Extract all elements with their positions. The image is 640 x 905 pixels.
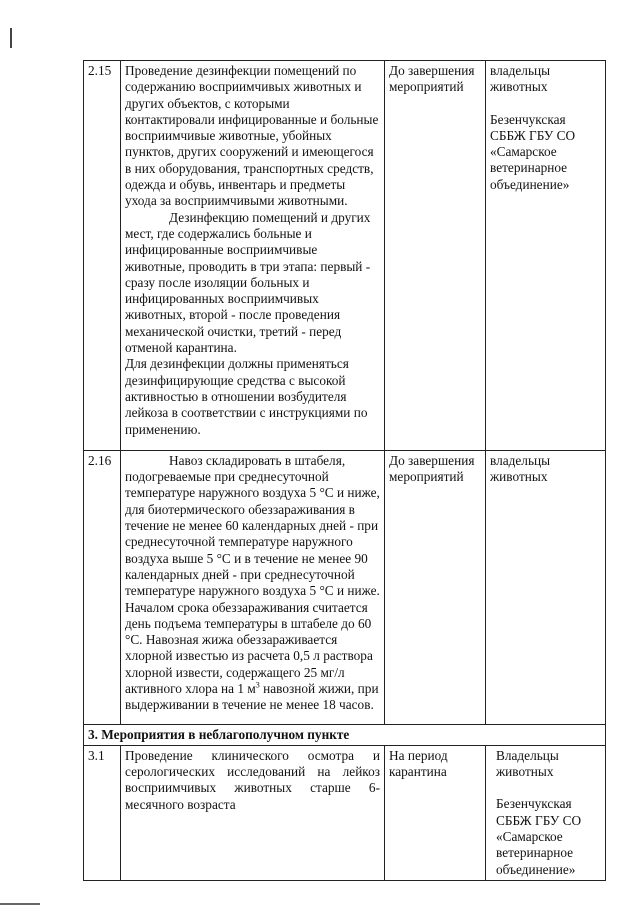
responsible-org: Безенчукская СББЖ ГБУ СО «Самарское ветеринарное объединение» (490, 111, 576, 192)
measures-table (83, 60, 606, 881)
action-text-tail: навозной жижи, при выдерживании в течение не менее 18 часов. (125, 680, 379, 713)
section-row (84, 724, 606, 745)
section-title: 3. Мероприятия в неблагополучном пункте (84, 724, 606, 745)
action-paragraph: Дезинфекцию помещений и других мест, где содержались больные и инфицированные восприимчивые животные, проводить в три этапа: первый - сразу после изоляции больных и инфицированных восприимчивых животных, второй - после проведения механической очистки, третий - перед отменой карантина. (125, 209, 371, 356)
responsible-org: Безенчукская СББЖ ГБУ СО «Самарское ветеринарное объединение» (496, 796, 582, 877)
row-number: 3.1 (84, 745, 121, 880)
term-cell: До завершения мероприятий (385, 61, 486, 451)
responsible-cell (486, 745, 606, 880)
row-number: 2.16 (84, 450, 121, 724)
action-paragraph: Для дезинфекции должны применяться дезинфицирующие средства с высокой активностью в отношении возбудителя лейкоза в соответствии с инструкциями по применению. (125, 356, 368, 437)
row-number: 2.15 (84, 61, 121, 451)
term-cell: До завершения мероприятий (385, 450, 486, 724)
action-cell (121, 745, 385, 880)
responsible-owner: владельцы животных (490, 452, 551, 485)
table-row (84, 61, 606, 451)
responsible-cell (486, 450, 606, 724)
responsible-cell (486, 61, 606, 451)
action-cell (121, 61, 385, 451)
action-paragraph: Проведение клинического осмотра и серологических исследований на лейкоз восприимчивых животных старше 6-месячного возраста (125, 747, 380, 812)
term-cell: На период карантина (385, 745, 486, 880)
responsible-owner: Владельцы животных (496, 747, 559, 780)
table-row (84, 450, 606, 724)
margin-mark (10, 28, 12, 48)
action-paragraph: Проведение дезинфекции помещений по содержанию восприимчивых животных и других объектов, с которыми контактировали инфицированные и больные восприимчивые животные, убойных пунктов, других сооружений и имеющегося в них оборудования, транспортных средств, одежда и обувь, инвентарь и предметы ухода за восприимчивыми животными. (125, 63, 379, 209)
superscript: 3 (255, 680, 260, 690)
responsible-owner: владельцы животных (490, 63, 551, 95)
action-cell (121, 450, 385, 724)
action-text: Навоз складировать в штабеля, подогреваемые при среднесуточной температуре наружного воздуха 5 °С и ниже, для биотермического обеззараживания в течение не менее 60 календарных дней - при среднесуточной температуре наружного воздуха выше 5 °С и в течение не менее 90 календарных дней - при среднесуточной температуре наружного воздуха 5 °С и ниже. Началом срока обеззараживания считается день подъема температуры в штабеле до 60 °С. Навозная жижа обеззараживается хлорной известью из расчета 0,5 л раствора хлорной извести, содержащего 25 мг/л активного хлора на 1 м (125, 452, 380, 696)
table-row (84, 745, 606, 880)
action-paragraph (125, 453, 380, 714)
